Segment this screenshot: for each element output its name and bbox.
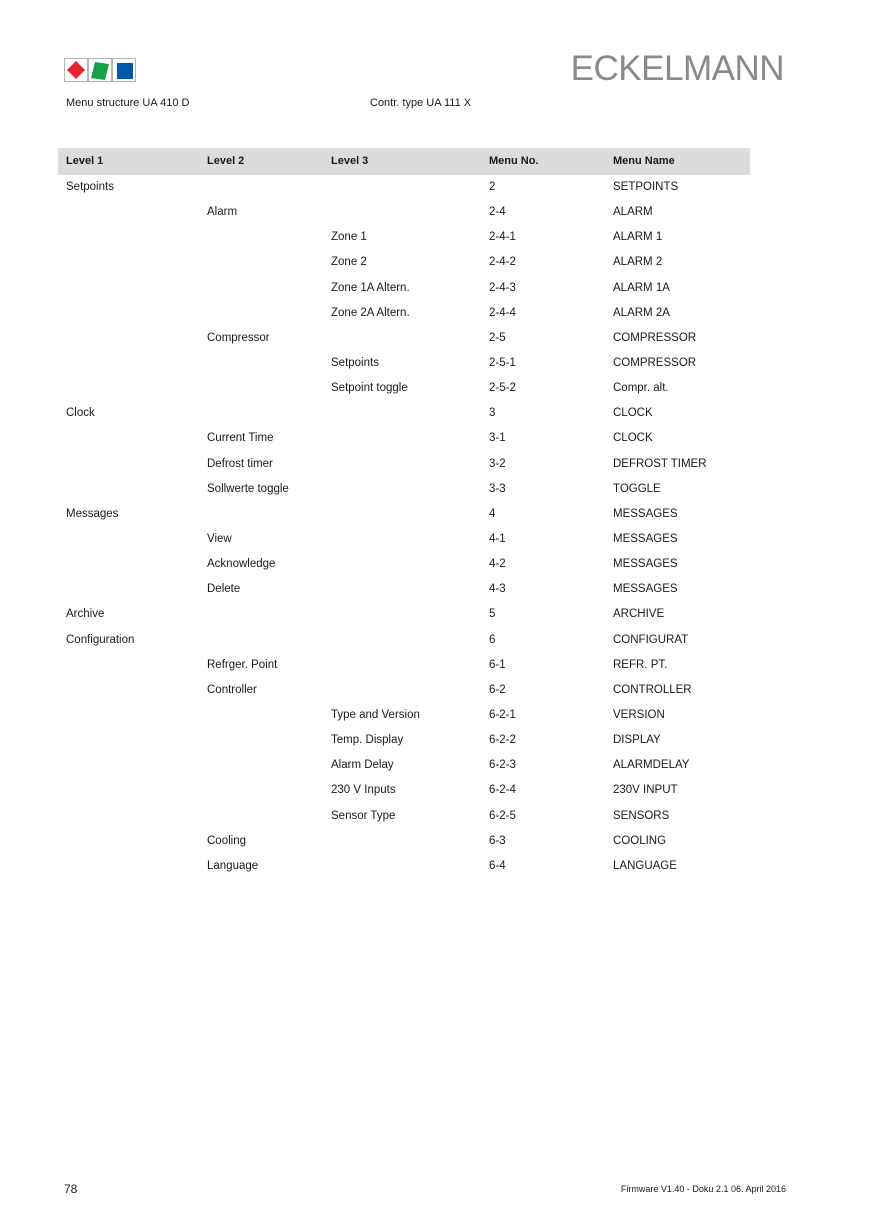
header-menu-structure: Menu structure UA 410 D [66, 97, 190, 109]
cell-level-2: View [207, 532, 232, 545]
cell-menu-name: SENSORS [613, 809, 670, 822]
table-row [58, 804, 750, 829]
cell-level-3: Zone 1A Altern. [331, 281, 410, 294]
cell-level-3: Zone 1 [331, 231, 367, 244]
cell-menu-no: 5 [489, 608, 496, 621]
logo-green-square [91, 62, 109, 80]
cell-menu-no: 6-4 [489, 859, 506, 872]
cell-menu-name: DEFROST TIMER [613, 457, 707, 470]
cell-menu-no: 2-4-4 [489, 306, 516, 319]
cell-menu-no: 2-4-1 [489, 231, 516, 244]
cell-menu-name: COMPRESSOR [613, 331, 697, 344]
cell-menu-name: COOLING [613, 834, 667, 847]
cell-level-3: Setpoints [331, 356, 379, 369]
cell-menu-no: 3 [489, 407, 496, 420]
cell-level-3: Zone 2 [331, 256, 367, 269]
cell-level-2: Defrost timer [207, 457, 273, 470]
column-header-level-1: Level 1 [66, 155, 104, 167]
table-row [58, 602, 750, 627]
table-row [58, 854, 750, 879]
table-row [58, 678, 750, 703]
cell-menu-name: ALARM [613, 206, 653, 219]
table-row [58, 527, 750, 552]
cell-menu-name: MESSAGES [613, 583, 678, 596]
cell-level-1: Clock [66, 407, 95, 420]
cell-menu-no: 2-4-3 [489, 281, 516, 294]
logo-blue-square [117, 63, 133, 79]
table-header [58, 148, 750, 175]
cell-menu-no: 6-2-2 [489, 734, 516, 747]
brand-name: ECKELMANN [570, 49, 784, 88]
cell-menu-no: 4-1 [489, 532, 506, 545]
cell-menu-name: CONTROLLER [613, 683, 692, 696]
cell-menu-name: MESSAGES [613, 558, 678, 571]
column-header-menu-name: Menu Name [613, 155, 675, 167]
table-row [58, 477, 750, 502]
cell-menu-no: 2-5 [489, 331, 506, 344]
cell-level-3: 230 V Inputs [331, 784, 396, 797]
cell-menu-name: CLOCK [613, 432, 653, 445]
company-logo-squares [64, 58, 136, 84]
menu-structure-table [58, 148, 750, 879]
cell-level-2: Current Time [207, 432, 274, 445]
cell-level-3: Sensor Type [331, 809, 396, 822]
cell-level-2: Alarm [207, 206, 238, 219]
table-row [58, 401, 750, 426]
table-row [58, 728, 750, 753]
cell-menu-name: DISPLAY [613, 734, 661, 747]
table-row [58, 301, 750, 326]
cell-menu-name: ALARMDELAY [613, 759, 690, 772]
footer-version-date: Firmware V1.40 - Doku 2.1 06. April 2016 [620, 1184, 786, 1194]
table-row [58, 452, 750, 477]
table-row [58, 376, 750, 401]
cell-level-3: Type and Version [331, 708, 420, 721]
cell-menu-no: 2-5-1 [489, 356, 516, 369]
cell-menu-name: REFR. PT. [613, 658, 668, 671]
column-header-level-3: Level 3 [331, 155, 369, 167]
table-row [58, 276, 750, 301]
table-row [58, 703, 750, 728]
table-row [58, 778, 750, 803]
cell-menu-no: 6-2 [489, 683, 506, 696]
table-row [58, 326, 750, 351]
cell-menu-name: COMPRESSOR [613, 356, 697, 369]
cell-level-2: Delete [207, 583, 241, 596]
cell-menu-no: 3-2 [489, 457, 506, 470]
cell-menu-no: 6 [489, 633, 496, 646]
cell-level-2: Acknowledge [207, 558, 276, 571]
cell-menu-name: VERSION [613, 708, 665, 721]
cell-menu-name: CONFIGURAT [613, 633, 689, 646]
cell-menu-no: 2-4 [489, 206, 506, 219]
page-number: 78 [64, 1182, 78, 1196]
table-body [58, 175, 750, 879]
table-row [58, 628, 750, 653]
cell-level-2: Compressor [207, 331, 270, 344]
cell-menu-name: CLOCK [613, 407, 653, 420]
table-row [58, 502, 750, 527]
table-row [58, 351, 750, 376]
cell-level-3: Alarm Delay [331, 759, 394, 772]
cell-menu-name: 230V INPUT [613, 784, 678, 797]
cell-level-1: Messages [66, 507, 119, 520]
cell-menu-no: 4-3 [489, 583, 506, 596]
cell-menu-no: 6-2-5 [489, 809, 516, 822]
cell-menu-no: 6-1 [489, 658, 506, 671]
logo-red-square [67, 61, 85, 79]
cell-menu-no: 6-2-3 [489, 759, 516, 772]
cell-menu-no: 2-5-2 [489, 382, 516, 395]
cell-menu-no: 4 [489, 507, 496, 520]
cell-menu-no: 3-1 [489, 432, 506, 445]
cell-level-1: Archive [66, 608, 105, 621]
cell-menu-name: Compr. alt. [613, 382, 669, 395]
column-header-menu-no: Menu No. [489, 155, 539, 167]
table-row [58, 175, 750, 200]
cell-menu-name: SETPOINTS [613, 181, 679, 193]
table-row [58, 200, 750, 225]
cell-level-1: Setpoints [66, 181, 114, 193]
table-row [58, 552, 750, 577]
cell-menu-no: 6-2-4 [489, 784, 516, 797]
header-controller-type: Contr. type UA 111 X [370, 97, 472, 109]
cell-level-2: Cooling [207, 834, 246, 847]
cell-level-3: Setpoint toggle [331, 382, 408, 395]
cell-menu-name: MESSAGES [613, 507, 678, 520]
cell-level-2: Controller [207, 683, 257, 696]
table-row [58, 426, 750, 451]
cell-level-2: Sollwerte toggle [207, 482, 289, 495]
cell-menu-no: 3-3 [489, 482, 506, 495]
cell-level-2: Refrger. Point [207, 658, 278, 671]
table-row [58, 653, 750, 678]
cell-menu-no: 6-3 [489, 834, 506, 847]
cell-menu-name: ARCHIVE [613, 608, 665, 621]
table-row [58, 753, 750, 778]
cell-menu-name: MESSAGES [613, 532, 678, 545]
cell-level-3: Zone 2A Altern. [331, 306, 410, 319]
column-header-level-2: Level 2 [207, 155, 245, 167]
table-row [58, 829, 750, 854]
cell-menu-name: ALARM 2 [613, 256, 663, 269]
cell-menu-name: ALARM 1A [613, 281, 670, 294]
cell-menu-no: 6-2-1 [489, 708, 516, 721]
cell-menu-name: TOGGLE [613, 482, 661, 495]
cell-menu-name: LANGUAGE [613, 859, 677, 872]
cell-menu-no: 4-2 [489, 558, 506, 571]
cell-level-1: Configuration [66, 633, 135, 646]
cell-menu-no: 2 [489, 181, 496, 193]
cell-level-3: Temp. Display [331, 734, 404, 747]
table-row [58, 225, 750, 250]
table-row [58, 577, 750, 602]
table-row [58, 250, 750, 275]
cell-menu-name: ALARM 2A [613, 306, 670, 319]
cell-level-2: Language [207, 859, 259, 872]
cell-menu-name: ALARM 1 [613, 231, 663, 244]
cell-menu-no: 2-4-2 [489, 256, 516, 269]
